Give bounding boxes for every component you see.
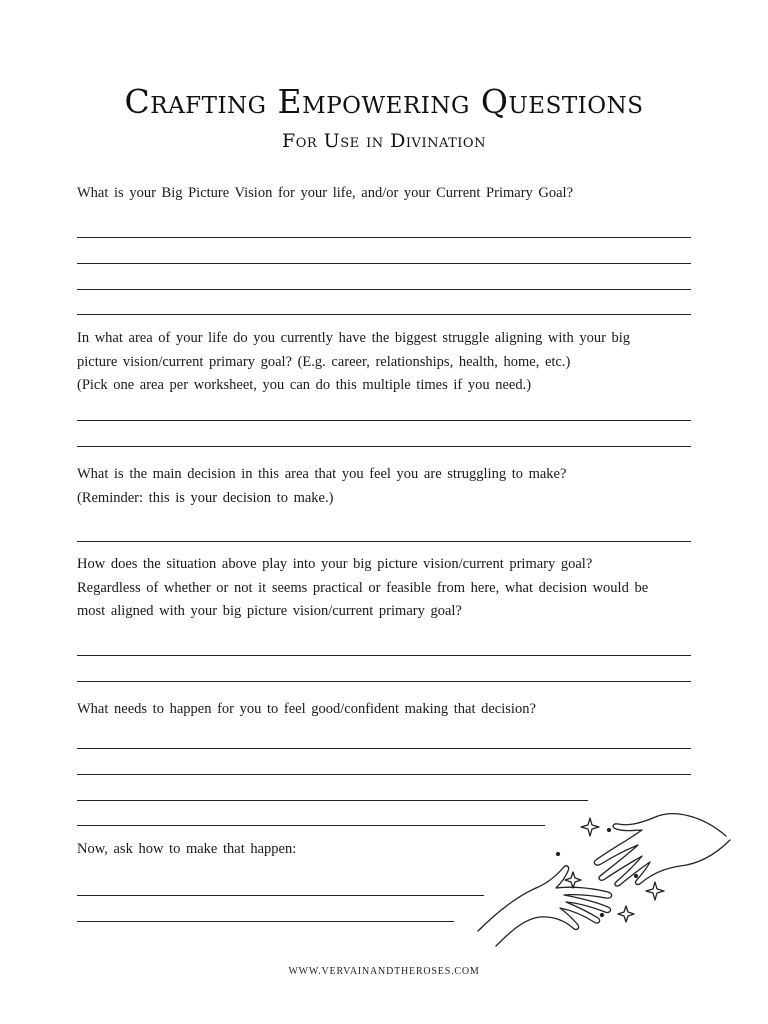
reaching-hands-illustration (468, 796, 738, 956)
question-3-line-1: What is the main decision in this area that you feel you are struggling to make? (77, 466, 567, 482)
page-subtitle: For Use in Divination (282, 130, 486, 152)
sparkle-icon (646, 882, 664, 900)
question-2-line-2: picture vision/current primary goal? (E.g. career, relationships, health, home, etc.) (77, 353, 571, 370)
answer-line[interactable] (77, 420, 691, 421)
question-2 (77, 327, 697, 398)
upper-hand (594, 814, 730, 886)
answer-line[interactable] (77, 446, 691, 447)
answer-line[interactable] (77, 681, 691, 682)
question-4-line-2: Regardless of whether or not it seems practical or feasible from here, what decision would be (77, 579, 649, 596)
question-4-line-3: most aligned with your big picture vision/current primary goal? (77, 603, 462, 619)
answer-line[interactable] (77, 237, 691, 238)
question-4 (77, 553, 697, 624)
question-6-line-1: Now, ask how to make that happen: (77, 841, 297, 857)
question-5 (77, 698, 697, 722)
question-2-line-1: In what area of your life do you currently have the biggest struggle aligning with your big (77, 330, 631, 346)
lower-hand (478, 866, 612, 946)
page-title: Crafting Empowering Questions (124, 82, 644, 121)
answer-line[interactable] (77, 774, 691, 775)
answer-line[interactable] (77, 289, 691, 290)
answer-line[interactable] (77, 263, 691, 264)
sparkle-dot (557, 853, 560, 856)
answer-line[interactable] (77, 895, 484, 896)
question-3 (77, 463, 697, 510)
footer-website: WWW.VERVAINANDTHEROSES.COM (288, 966, 480, 977)
question-1-line-1: What is your Big Picture Vision for your life, and/or your Current Primary Goal? (77, 185, 574, 201)
sparkle-icon (565, 872, 581, 888)
answer-line[interactable] (77, 748, 691, 749)
question-1 (77, 182, 697, 206)
answer-line[interactable] (77, 541, 691, 542)
answer-line[interactable] (77, 314, 691, 315)
sparkle-icon (618, 906, 634, 922)
question-4-line-1: How does the situation above play into your big picture vision/current primary goal? (77, 556, 593, 572)
sparkle-dot (601, 914, 604, 917)
answer-line[interactable] (77, 655, 691, 656)
question-2-line-3: (Pick one area per worksheet, you can do this multiple times if you need.) (77, 377, 532, 393)
sparkle-icon (581, 818, 599, 836)
sparkle-dot (608, 829, 611, 832)
sparkle-dot (635, 875, 638, 878)
question-5-line-1: What needs to happen for you to feel good/confident making that decision? (77, 701, 536, 717)
answer-line[interactable] (77, 921, 454, 922)
question-3-line-2: (Reminder: this is your decision to make.) (77, 489, 334, 506)
